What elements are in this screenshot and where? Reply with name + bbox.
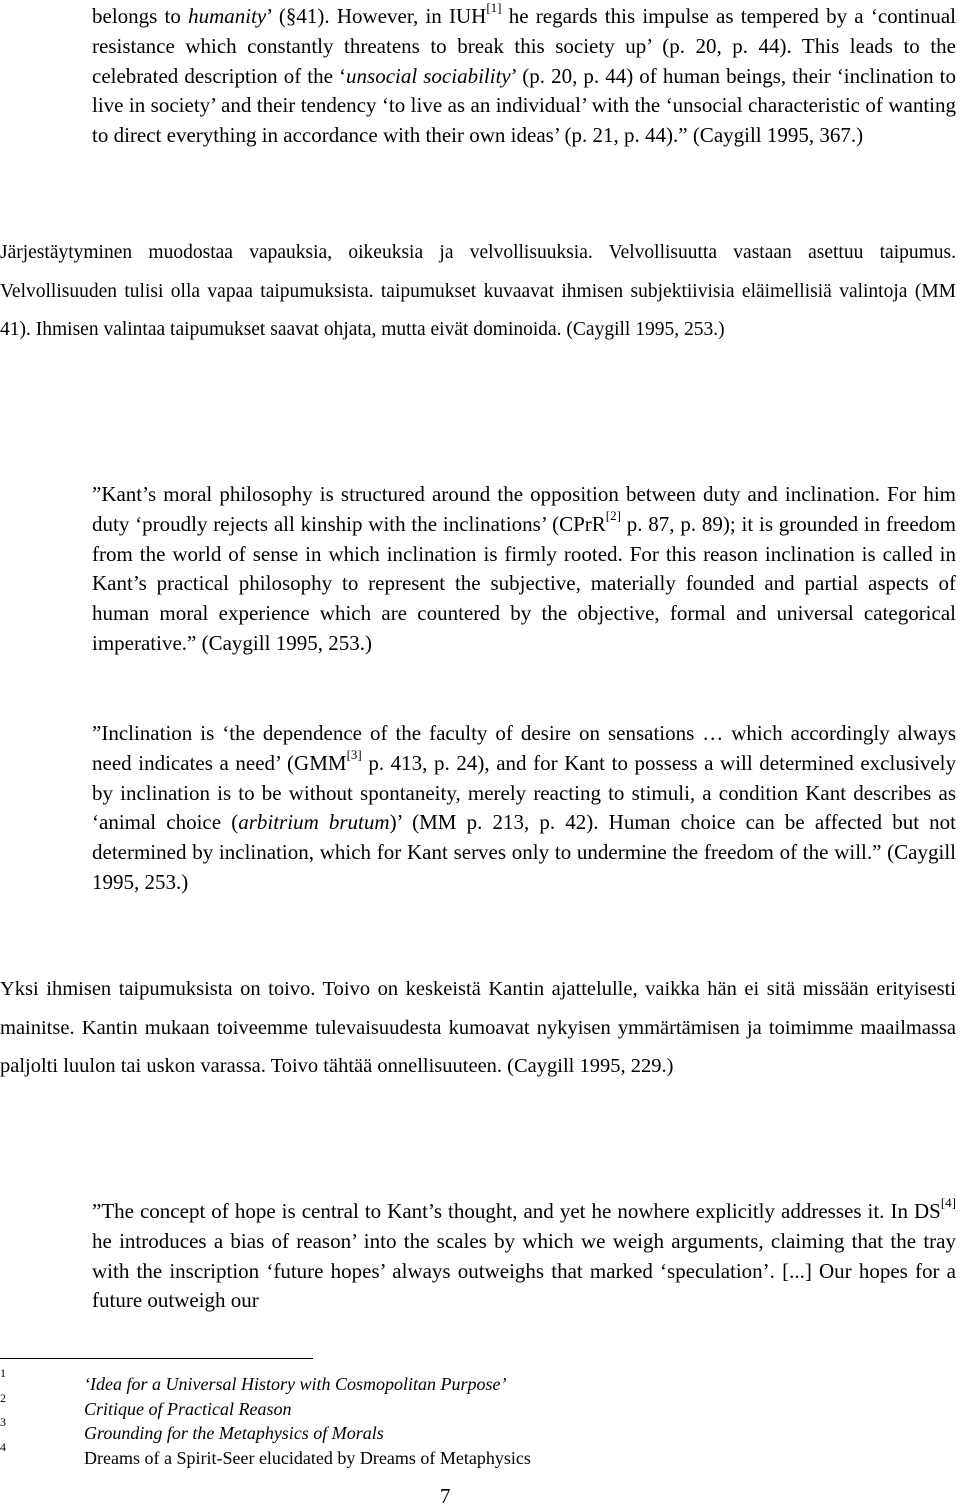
quote-paragraph-moral-philosophy [92, 480, 956, 659]
footnote-number: 3 [0, 1415, 6, 1429]
finnish-paragraph-hope: Yksi ihmisen taipumuksista on toivo. Toivo on keskeistä Kantin ajattelulle, vaikka hän ei sitä missään erityisesti mainitse. Kantin mukaan toiveemme tulevaisuudesta kumoavat nykyisen ymmärtämisen ja toimimme maailmassa paljolti luulon tai uskon varassa. Toivo tähtää onnellisuuteen. (Caygill 1995, 229.) [0, 978, 956, 1077]
text-run: belongs to [92, 4, 189, 28]
footnote-text: Grounding for the Metaphysics of Morals [84, 1423, 384, 1443]
footnote-text: Dreams of a Spirit-Seer elucidated by Dreams of Metaphysics [84, 1448, 531, 1468]
text-run: he introduces a bias of reason’ into the scales by which we weigh arguments, claiming that the tray with the inscription ‘future hopes’ always outweighs that marked ‘speculation’. [...] Our hopes for a future outweigh our [92, 1228, 956, 1313]
text-run: ’ (p. 20, p. 44) of human beings, their ‘inclination to live in society’ and their tendency ‘to live as an individual’ with the ‘unsocial characteristic of wanting to direct everything in accordance with their own ideas’ (p. 21, p. 44).” (Caygill 1995, 367.) [92, 63, 957, 148]
text-run: p. 413, p. 24), and for Kant to possess a will determined exclusively by inclination is to be without spontaneity, merely reacting to stimuli, a condition Kant describes as ‘animal choice ( [92, 750, 956, 835]
footnote-separator [0, 1358, 313, 1359]
footnote-ref-3[interactable]: [3] [346, 747, 362, 763]
text-run: p. 87, p. 89); it is grounded in freedom from the world of sense in which inclination is firmly rooted. For this reason inclination is called in Kant’s practical philosophy to represent the subjective, materially founded and partial aspects of human moral experience which are countered by the objective, formal and universal categorical imperative.” (Caygill 1995, 253.) [92, 511, 956, 655]
italic-text: humanity [188, 4, 267, 28]
page-number: 7 [440, 1484, 451, 1508]
quote-paragraph-inclination [92, 719, 956, 898]
text-run: )’ (MM p. 213, p. 42). Human choice can be affected but not determined by inclination, which for Kant serves only to undermine the freedom of the will.” (Caygill 1995, 253.) [92, 810, 957, 894]
quote-paragraph-unsocial-sociability [92, 2, 956, 151]
quote-paragraph-hope [92, 1197, 956, 1316]
text-run: he regards this impulse as tempered by a ‘continual resistance which constantly threatens to break this society up’ (p. 20, p. 44). This leads to the celebrated description of the ‘ [92, 4, 956, 88]
footnote-ref-2[interactable]: [2] [605, 508, 621, 524]
text-run: ”Kant’s moral philosophy is structured around the opposition between duty and inclination. For him duty ‘proudly rejects all kinship with the inclinations’ (CPrR [92, 482, 956, 536]
footnote-number: 1 [0, 1366, 6, 1380]
italic-text: unsocial sociability [346, 63, 511, 88]
footnote-text: Critique of Practical Reason [84, 1399, 292, 1419]
footnote-ref-1[interactable]: [1] [486, 0, 502, 16]
italic-text: arbitrium brutum [238, 810, 390, 835]
footnote-ref-4[interactable]: [4] [940, 1195, 956, 1211]
text-run: ’ (§41). However, in IUH [266, 4, 487, 28]
footnote-number: 2 [0, 1391, 6, 1405]
text-run: ”Inclination is ‘the dependence of the faculty of desire on sensations … which accordingly always need indicates a need’ (GMM [92, 721, 956, 775]
footnote-number: 4 [0, 1440, 6, 1454]
finnish-paragraph-duty: Järjestäytyminen muodostaa vapauksia, oikeuksia ja velvollisuuksia. Velvollisuutta vastaan asettuu taipumus. Velvollisuuden tulisi olla vapaa taipumuksista. taipumukset kuvaavat ihmisen subjektiivisia eläimellisiä valintoja (MM 41). Ihmisen valintaa taipumukset saavat ohjata, mutta eivät dominoida. (Caygill 1995, 253.) [0, 242, 956, 340]
footnote-text: ‘Idea for a Universal History with Cosmopolitan Purpose’ [84, 1374, 507, 1394]
text-run: ”The concept of hope is central to Kant’s thought, and yet he nowhere explicitly addresses it. In DS [92, 1199, 941, 1223]
